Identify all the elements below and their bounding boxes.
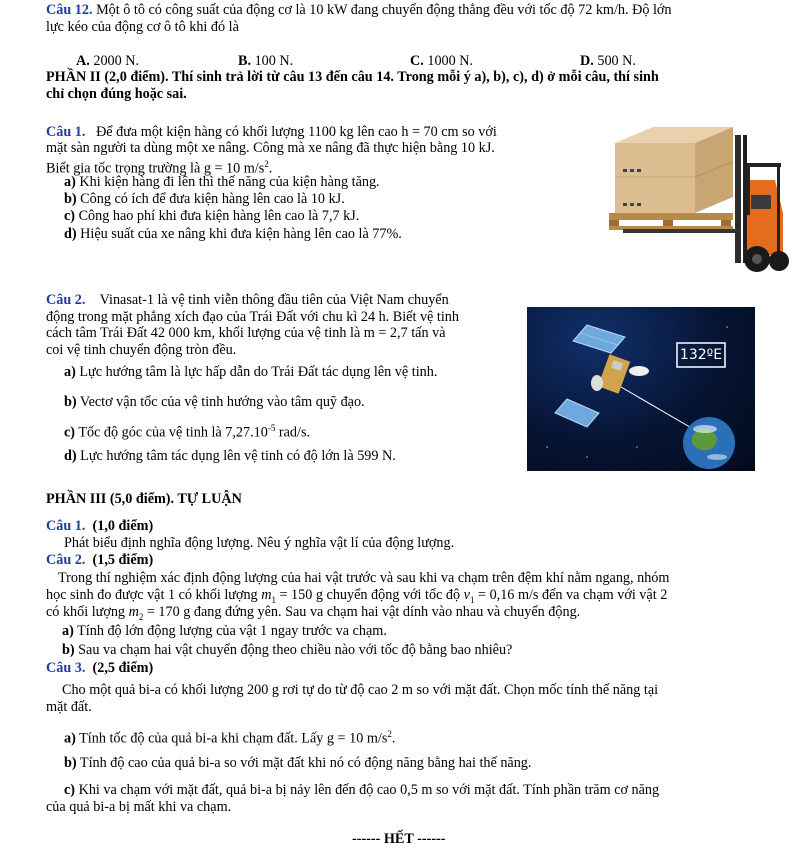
p3c2-line1: Trong thí nghiệm xác định động lượng của hai vật trước và sau khi va chạm trên đệm khí nằm ngang, nhóm (58, 570, 670, 586)
item-key: a) (64, 730, 76, 747)
item-text: Công có ích để đưa kiện hàng lên cao là 10 kJ. (76, 191, 345, 207)
q12-option-b (238, 53, 293, 70)
q12-option-d (580, 53, 636, 70)
var-m1: m (261, 587, 272, 603)
q12-option-a (76, 53, 139, 70)
p2c1-label: Câu 1. (46, 124, 86, 140)
item-text: Vectơ vận tốc của vệ tinh hướng vào tâm quỹ đạo. (76, 394, 365, 410)
p2c1-item-b (64, 191, 345, 208)
var-m2: m (128, 604, 139, 620)
p3c1-label: Câu 1. (46, 518, 86, 534)
text: = 150 g chuyển động với tốc độ (275, 587, 464, 603)
item-text: Công hao phí khi đưa kiện hàng lên cao là 7,7 kJ. (75, 208, 360, 224)
p3c2-points: (1,5 điểm) (92, 552, 154, 568)
q12-text1: Một ô tô có công suất của động cơ là 10 kW đang chuyển động thẳng đều với tốc độ 72 km/h. Độ lớn (92, 2, 672, 18)
item-text: Khi kiện hàng đi lên thì thế năng của kiện hàng tăng. (75, 174, 380, 190)
option-value: 1000 N. (423, 53, 474, 69)
p3c1-heading (46, 518, 153, 535)
item-text-end: . (391, 730, 396, 747)
item-text: Hiệu suất của xe nâng khi đưa kiện hàng lên cao là 77%. (76, 226, 402, 242)
q12-label: Câu 12. (46, 2, 93, 18)
item-key: c) (64, 208, 76, 224)
part2-title-line1: PHẦN II (2,0 điểm). Thí sinh trả lời từ câu 13 đến câu 14. Trong mỗi ý a), b), c), d) ở mỗi câu, thí sinh (46, 69, 659, 85)
option-value: 100 N. (251, 53, 294, 69)
p3c3-label: Câu 3. (46, 660, 86, 676)
item-text: Tính độ cao của quả bi-a so với mặt đất khi nó có động năng bằng hai thế năng. (76, 755, 532, 771)
text: = 0,16 m/s đến va chạm với vật 2 (474, 587, 668, 603)
option-value: 2000 N. (89, 53, 140, 69)
p2c1-item-a (64, 174, 380, 191)
satellite-scene-icon (527, 307, 755, 471)
orbit-position-badge: 132ºE (679, 347, 723, 363)
superscript: 2 (387, 729, 392, 739)
p3c3-item-c-line2: của quả bi-a bị mất khi va chạm. (46, 799, 232, 815)
p3c3-heading (46, 660, 153, 677)
p3c3-line2: mặt đất. (46, 699, 92, 715)
q12-line1 (46, 2, 672, 19)
p2c1-item-c (64, 208, 359, 225)
option-key: B. (238, 53, 252, 69)
p2c1-line3-text: Biết gia tốc trọng trường là g = 10 m/s (46, 160, 265, 177)
q12-option-c (410, 53, 473, 70)
p2c2-label: Câu 2. (46, 292, 86, 308)
item-key: b) (64, 755, 77, 771)
item-key: b) (64, 394, 77, 410)
p3c3-item-a (64, 726, 395, 748)
superscript: -5 (267, 423, 276, 433)
p2c2-line1 (46, 292, 449, 309)
var-v1: v (463, 587, 470, 603)
text: có khối lượng (46, 604, 129, 620)
part3-title: PHẦN III (5,0 điểm). TỰ LUẬN (46, 491, 242, 507)
option-key: C. (410, 53, 424, 69)
p2c1-line1 (46, 124, 497, 141)
item-text: Tính tốc độ của quả bi-a khi chạm đất. Lấy g = 10 m/s (75, 730, 388, 747)
option-value: 500 N. (593, 53, 636, 69)
item-key: a) (64, 364, 76, 380)
p3c1-points: (1,0 điểm) (92, 518, 154, 534)
p2c1-line3-end: . (268, 160, 273, 177)
item-key: c) (64, 424, 76, 441)
p3c3-item-c (64, 782, 659, 799)
p3c1-text: Phát biểu định nghĩa động lượng. Nêu ý nghĩa vật lí của động lượng. (64, 535, 455, 551)
text: = 170 g đang đứng yên. Sau va chạm hai vật dính vào nhau và chuyển động. (143, 604, 581, 620)
p2c2-text: Vinasat-1 là vệ tinh viễn thông đầu tiên của Việt Nam chuyển (99, 292, 449, 308)
item-text: Tốc độ góc của vệ tinh là 7,27.10 (75, 424, 268, 441)
q12-line2: lực kéo của động cơ ô tô khi đó là (46, 19, 239, 35)
p2c1-text: Để đưa một kiện hàng có khối lượng 1100 kg lên cao h = 70 cm so với (96, 124, 497, 140)
p2c2-line2: động trong mặt phẳng xích đạo của Trái Đất với chu kì 24 h. Biết vệ tinh (46, 309, 459, 325)
item-text: Khi va chạm với mặt đất, quả bi-a bị nảy lên đến độ cao 0,5 m so với mặt đất. Tính phần trăm cơ năng (75, 782, 660, 798)
item-text: Tính độ lớn động lượng của vật 1 ngay trước va chạm. (73, 623, 387, 639)
p3c2-item-b (62, 642, 512, 659)
p2c1-item-d (64, 226, 402, 243)
option-key: D. (580, 53, 594, 69)
p3c2-heading (46, 552, 153, 569)
item-key: c) (64, 782, 76, 798)
item-text: Sau va chạm hai vật chuyển động theo chiều nào với tốc độ bằng bao nhiêu? (74, 642, 513, 658)
end-marker: ------ HẾT ------ (352, 831, 446, 847)
part2-title-line2: chỉ chọn đúng hoặc sai. (46, 86, 187, 102)
subscript: 2 (138, 611, 144, 622)
p3c3-line1: Cho một quả bi-a có khối lượng 200 g rơi tự do từ độ cao 2 m so với mặt đất. Chọn mốc tính thế năng tại (62, 682, 659, 698)
p2c2-line4: coi vệ tinh chuyển động tròn đều. (46, 342, 237, 358)
subscript: 1 (271, 594, 276, 605)
p2c1-line2: mặt sàn người ta dùng một xe nâng. Công mà xe nâng đã thực hiện bằng 10 kJ. (46, 140, 495, 156)
p2c2-item-b (64, 394, 365, 411)
p2c2-item-a (64, 364, 437, 381)
item-key: a) (64, 174, 76, 190)
p3c2-item-a (62, 623, 387, 640)
subscript: 1 (469, 594, 475, 605)
p2c2-line3: cách tâm Trái Đất 42 000 km, khối lượng của vệ tinh là m = 2,7 tấn và (46, 325, 446, 341)
item-text-end: rad/s. (275, 424, 311, 441)
item-key: b) (62, 642, 75, 658)
item-key: a) (62, 623, 74, 639)
p3c3-item-b (64, 755, 531, 772)
p2c2-item-d (64, 448, 396, 465)
text: học sinh đo được vật 1 có khối lượng (46, 587, 262, 603)
item-text: Lực hướng tâm tác dụng lên vệ tinh có độ lớn là 599 N. (76, 448, 396, 464)
satellite-image (527, 307, 755, 471)
p2c2-item-c (64, 420, 310, 442)
item-key: d) (64, 226, 77, 242)
p3c3-points: (2,5 điểm) (92, 660, 154, 676)
forklift-image (583, 125, 789, 275)
item-key: b) (64, 191, 77, 207)
item-text: Lực hướng tâm là lực hấp dẫn do Trái Đất tác dụng lên vệ tinh. (75, 364, 438, 380)
item-key: d) (64, 448, 77, 464)
option-key: A. (76, 53, 90, 69)
superscript: 2 (264, 159, 269, 169)
p3c2-label: Câu 2. (46, 552, 86, 568)
